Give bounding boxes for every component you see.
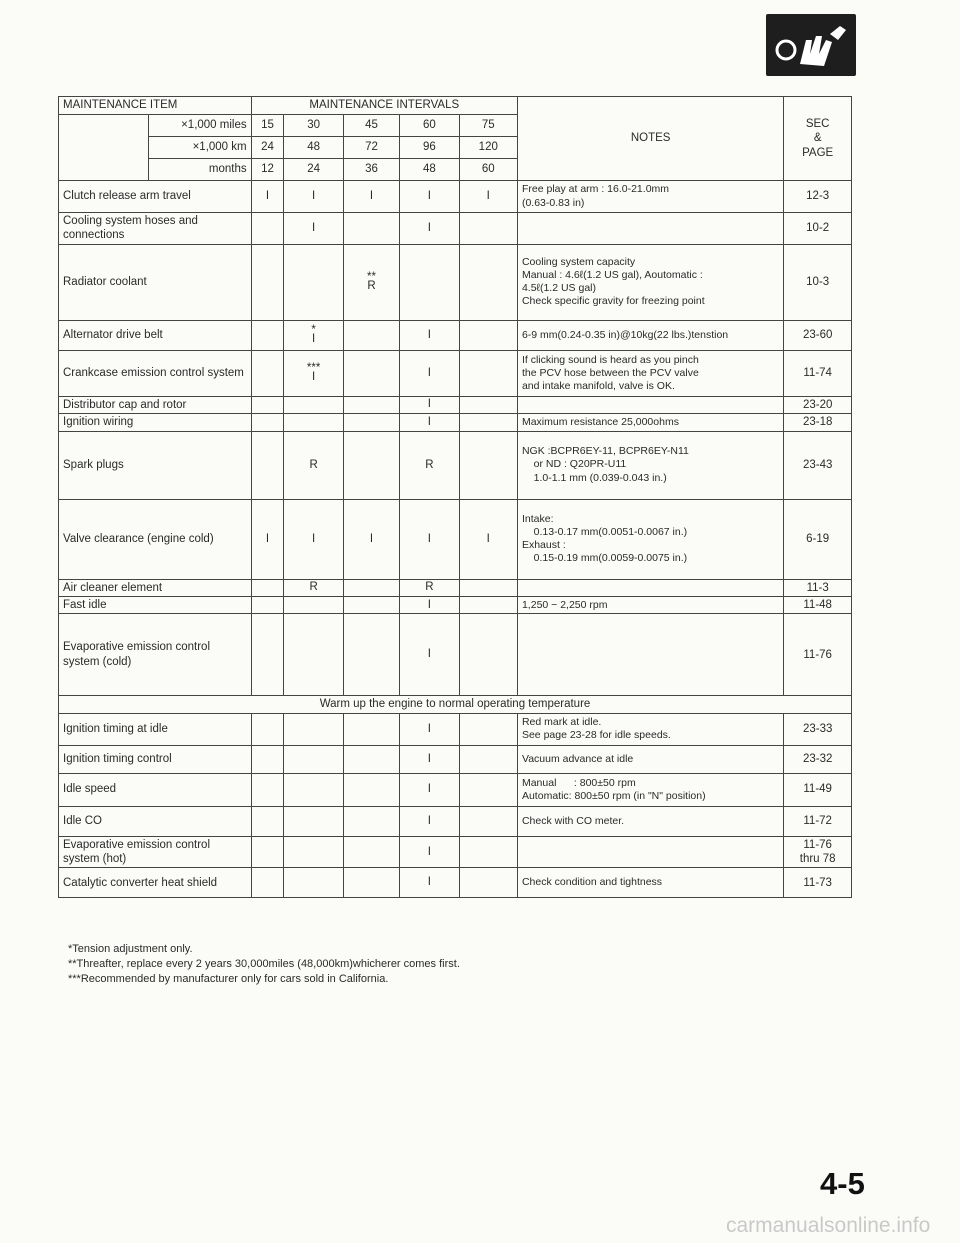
interval-mark: I: [400, 773, 459, 806]
interval-mark: [251, 836, 284, 868]
section-page: [784, 713, 852, 745]
text-line: 23-43: [802, 458, 833, 471]
header-blank: [59, 115, 149, 181]
notes-cell: [517, 499, 783, 579]
maintenance-row: [59, 614, 852, 696]
interval-mark: I: [459, 499, 517, 579]
interval-mark: I: [284, 499, 343, 579]
text-line: 11-76: [803, 648, 832, 661]
interval-mark: [284, 614, 343, 696]
interval-mark: I: [400, 745, 459, 773]
maintenance-item: Evaporative emission control system (cold): [59, 614, 252, 696]
interval-mark: [459, 836, 517, 868]
interval-mark: [251, 868, 284, 898]
interval-mark: [284, 806, 343, 836]
interval-value: 72: [343, 137, 399, 159]
interval-mark: *** I: [284, 350, 343, 396]
maintenance-row: [59, 499, 852, 579]
text-line: Manual : 4.6ℓ(1.2 US gal), Aoutomatic :: [521, 269, 703, 282]
text-line: See page 23-28 for idle speeds.: [521, 729, 671, 742]
interval-mark: I: [400, 806, 459, 836]
text-line: 6-9 mm(0.24-0.35 in)@10kg(22 lbs.)tenstion: [521, 328, 729, 341]
interval-mark: [343, 350, 399, 396]
footnote: *Tension adjustment only.: [68, 943, 193, 955]
interval-mark: I: [400, 868, 459, 898]
text-line: 0.13-0.17 mm(0.0051-0.0067 in.): [521, 525, 688, 538]
interval-mark: [251, 745, 284, 773]
interval-mark: [343, 414, 399, 431]
maintenance-row: [59, 414, 852, 431]
section-page: [784, 181, 852, 213]
text-line: 23-33: [802, 722, 833, 735]
text-line: Free play at arm : 16.0-21.0mm: [521, 183, 670, 196]
notes-cell: [517, 836, 783, 868]
section-page: [784, 773, 852, 806]
interval-mark: [459, 350, 517, 396]
interval-unit: months: [149, 159, 251, 181]
tools-hand-logo-icon: [766, 14, 856, 76]
text-line: Automatic: 800±50 rpm (in "N" position): [521, 789, 706, 802]
interval-mark: [343, 836, 399, 868]
interval-mark: I: [400, 396, 459, 413]
notes-cell: [517, 773, 783, 806]
maintenance-item: Ignition timing at idle: [59, 713, 252, 745]
interval-mark: [459, 414, 517, 431]
interval-value: 48: [284, 137, 343, 159]
footnote: ***Recommended by manufacturer only for cars sold in California.: [68, 973, 389, 985]
maintenance-item: Ignition timing control: [59, 745, 252, 773]
interval-value: 15: [251, 115, 284, 137]
text-line: (0.63-0.83 in): [521, 196, 585, 209]
interval-mark: [284, 713, 343, 745]
maintenance-item: Crankcase emission control system: [59, 350, 252, 396]
maintenance-row: [59, 181, 852, 213]
interval-mark: I: [400, 181, 459, 213]
interval-mark: [459, 596, 517, 613]
section-page: [784, 499, 852, 579]
section-page: [784, 806, 852, 836]
section-page: [784, 614, 852, 696]
text-line: and intake manifold, valve is OK.: [521, 379, 675, 392]
notes-cell: [517, 396, 783, 413]
text-line: 11-74: [803, 367, 832, 380]
text-line: or ND : Q20PR-U11: [521, 458, 627, 471]
interval-mark: [284, 745, 343, 773]
maintenance-row: [59, 350, 852, 396]
interval-mark: R: [284, 431, 343, 499]
interval-mark: I: [400, 414, 459, 431]
interval-mark: [459, 614, 517, 696]
maintenance-item: Evaporative emission control system (hot): [59, 836, 252, 868]
interval-mark: I: [284, 213, 343, 245]
maintenance-item: Radiator coolant: [59, 244, 252, 320]
interval-value: 45: [343, 115, 399, 137]
interval-value: 36: [343, 159, 399, 181]
maintenance-item: Clutch release arm travel: [59, 181, 252, 213]
interval-mark: [284, 836, 343, 868]
interval-mark: [284, 868, 343, 898]
interval-mark: I: [400, 836, 459, 868]
maintenance-row: [59, 431, 852, 499]
interval-mark: [343, 213, 399, 245]
maintenance-item: Idle CO: [59, 806, 252, 836]
interval-mark: I: [400, 350, 459, 396]
interval-value: 48: [400, 159, 459, 181]
interval-mark: [343, 596, 399, 613]
text-line: 11-73: [803, 876, 832, 889]
interval-mark: I: [400, 499, 459, 579]
text-line: If clicking sound is heard as you pinch: [521, 353, 699, 366]
text-line: PAGE: [802, 146, 834, 159]
interval-mark: I: [284, 181, 343, 213]
interval-mark: I: [459, 181, 517, 213]
maintenance-row: [59, 396, 852, 413]
interval-unit: ×1,000 km: [149, 137, 251, 159]
notes-cell: [517, 181, 783, 213]
maintenance-item: Catalytic converter heat shield: [59, 868, 252, 898]
maintenance-row: [59, 836, 852, 868]
interval-mark: [284, 596, 343, 613]
text-line: Exhaust :: [521, 539, 566, 551]
text-line: thru 78: [799, 853, 836, 865]
interval-mark: [284, 414, 343, 431]
interval-mark: [343, 579, 399, 596]
section-page: [784, 431, 852, 499]
header-intervals: MAINTENANCE INTERVALS: [251, 97, 517, 115]
text-line: 1.0-1.1 mm (0.039-0.043 in.): [521, 471, 667, 484]
interval-mark: [251, 806, 284, 836]
interval-mark: [343, 745, 399, 773]
interval-value: 120: [459, 137, 517, 159]
interval-value: 12: [251, 159, 284, 181]
text-line: Red mark at idle.: [521, 716, 602, 728]
section-page: [784, 579, 852, 596]
notes-cell: [517, 868, 783, 898]
interval-mark: [251, 320, 284, 350]
text-line: 11-3: [806, 581, 829, 594]
text-line: Manual : 800±50 rpm: [521, 776, 636, 789]
text-line: SEC: [805, 117, 830, 130]
interval-mark: [251, 614, 284, 696]
interval-mark: [284, 773, 343, 806]
text-line: Maximum resistance 25,000ohms: [521, 415, 679, 428]
maintenance-schedule-table: [58, 96, 852, 898]
text-line: &: [813, 132, 822, 145]
notes-cell: [517, 614, 783, 696]
text-line: 6-19: [806, 532, 830, 545]
text-line: 10-3: [806, 276, 830, 289]
interval-mark: [251, 213, 284, 245]
maintenance-item: Valve clearance (engine cold): [59, 499, 252, 579]
text-line: the PCV hose between the PCV valve: [521, 366, 699, 379]
interval-mark: [459, 213, 517, 245]
section-page: [784, 244, 852, 320]
text-line: Check with CO meter.: [521, 814, 625, 827]
maintenance-row: [59, 244, 852, 320]
maintenance-item: Spark plugs: [59, 431, 252, 499]
interval-mark: I: [400, 614, 459, 696]
warm-up-note: Warm up the engine to normal operating temperature: [59, 696, 852, 713]
interval-mark: [284, 244, 343, 320]
interval-mark: [459, 579, 517, 596]
notes-cell: [517, 713, 783, 745]
text-line: 10-2: [806, 222, 830, 235]
interval-value: 60: [400, 115, 459, 137]
notes-cell: [517, 213, 783, 245]
interval-value: 24: [251, 137, 284, 159]
header-item: MAINTENANCE ITEM: [59, 97, 252, 115]
interval-mark: I: [400, 320, 459, 350]
maintenance-row: [59, 745, 852, 773]
maintenance-item: Distributor cap and rotor: [59, 396, 252, 413]
text-line: 23-20: [802, 398, 833, 411]
interval-mark: [400, 244, 459, 320]
interval-mark: R: [400, 579, 459, 596]
section-page: [784, 320, 852, 350]
interval-mark: I: [251, 499, 284, 579]
notes-cell: [517, 244, 783, 320]
maintenance-row: [59, 773, 852, 806]
page-number: 4-5: [820, 1166, 865, 1201]
section-page: [784, 596, 852, 613]
interval-mark: [459, 431, 517, 499]
section-page: [784, 868, 852, 898]
maintenance-item: Cooling system hoses and connections: [59, 213, 252, 245]
interval-mark: ** R: [343, 244, 399, 320]
footnote: **Threafter, replace every 2 years 30,000miles (48,000km)whicherer comes first.: [68, 958, 460, 970]
notes-cell: [517, 579, 783, 596]
interval-mark: [343, 713, 399, 745]
interval-mark: I: [400, 213, 459, 245]
notes-cell: [517, 596, 783, 613]
interval-unit: ×1,000 miles: [149, 115, 251, 137]
text-line: 11-72: [803, 814, 832, 827]
interval-mark: [251, 773, 284, 806]
interval-mark: [251, 431, 284, 499]
text-line: 23-32: [802, 752, 833, 765]
header-notes: NOTES: [517, 97, 783, 181]
interval-value: 30: [284, 115, 343, 137]
interval-mark: [459, 713, 517, 745]
interval-mark: [251, 244, 284, 320]
text-line: 4.5ℓ(1.2 US gal): [521, 282, 596, 295]
interval-mark: [459, 320, 517, 350]
manual-logo: [766, 14, 856, 76]
maintenance-row: [59, 579, 852, 596]
interval-mark: I: [343, 499, 399, 579]
maintenance-item: Air cleaner element: [59, 579, 252, 596]
interval-mark: [459, 806, 517, 836]
maintenance-row: [59, 713, 852, 745]
text-line: Check condition and tightness: [521, 876, 663, 889]
interval-mark: [343, 868, 399, 898]
interval-mark: I: [400, 596, 459, 613]
notes-cell: [517, 414, 783, 431]
interval-mark: [459, 773, 517, 806]
maintenance-item: Ignition wiring: [59, 414, 252, 431]
text-line: Check specific gravity for freezing point: [521, 295, 705, 308]
notes-cell: [517, 745, 783, 773]
text-line: 23-60: [802, 329, 833, 342]
text-line: 23-18: [802, 416, 833, 429]
interval-mark: R: [400, 431, 459, 499]
interval-mark: [343, 614, 399, 696]
interval-mark: [284, 396, 343, 413]
text-line: Cooling system capacity: [521, 256, 636, 268]
maintenance-item: Fast idle: [59, 596, 252, 613]
footnotes: [68, 942, 460, 987]
maintenance-item: Idle speed: [59, 773, 252, 806]
text-line: 11-48: [803, 598, 832, 611]
interval-mark: [459, 868, 517, 898]
text-line: Vacuum advance at idle: [521, 752, 634, 765]
text-line: NGK :BCPR6EY-11, BCPR6EY-N11: [521, 445, 689, 458]
interval-mark: [251, 414, 284, 431]
interval-mark: [459, 396, 517, 413]
interval-mark: I: [400, 713, 459, 745]
warm-up-row: [59, 696, 852, 713]
notes-cell: [517, 320, 783, 350]
text-line: 1,250 − 2,250 rpm: [521, 598, 608, 611]
text-line: 0.15-0.19 mm(0.0059-0.0075 in.): [521, 552, 688, 565]
interval-mark: [251, 596, 284, 613]
text-line: 11-76: [803, 838, 832, 851]
text-line: Intake:: [521, 512, 554, 525]
site-watermark: carmanualsonline.info: [726, 1214, 931, 1237]
header-row: [59, 97, 852, 115]
section-page: [784, 350, 852, 396]
interval-mark: [251, 350, 284, 396]
text-line: 11-49: [803, 783, 832, 796]
section-page: [784, 213, 852, 245]
section-page: [784, 745, 852, 773]
maintenance-row: [59, 320, 852, 350]
interval-mark: [343, 320, 399, 350]
interval-mark: [251, 579, 284, 596]
text-line: 12-3: [806, 190, 830, 203]
interval-value: 96: [400, 137, 459, 159]
interval-mark: [251, 713, 284, 745]
interval-value: 24: [284, 159, 343, 181]
maintenance-item: Alternator drive belt: [59, 320, 252, 350]
interval-mark: [251, 396, 284, 413]
interval-mark: I: [251, 181, 284, 213]
interval-value: 60: [459, 159, 517, 181]
notes-cell: [517, 431, 783, 499]
interval-mark: [459, 244, 517, 320]
interval-mark: [343, 806, 399, 836]
section-page: [784, 414, 852, 431]
header-sec-page: [784, 97, 852, 181]
maintenance-row: [59, 868, 852, 898]
interval-mark: [343, 396, 399, 413]
maintenance-row: [59, 213, 852, 245]
maintenance-row: [59, 806, 852, 836]
interval-mark: [343, 431, 399, 499]
interval-value: 75: [459, 115, 517, 137]
interval-mark: R: [284, 579, 343, 596]
section-page: [784, 836, 852, 868]
interval-mark: I: [343, 181, 399, 213]
interval-mark: [343, 773, 399, 806]
notes-cell: [517, 806, 783, 836]
interval-mark: [459, 745, 517, 773]
maintenance-row: [59, 596, 852, 613]
interval-mark: * I: [284, 320, 343, 350]
section-page: [784, 396, 852, 413]
notes-cell: [517, 350, 783, 396]
